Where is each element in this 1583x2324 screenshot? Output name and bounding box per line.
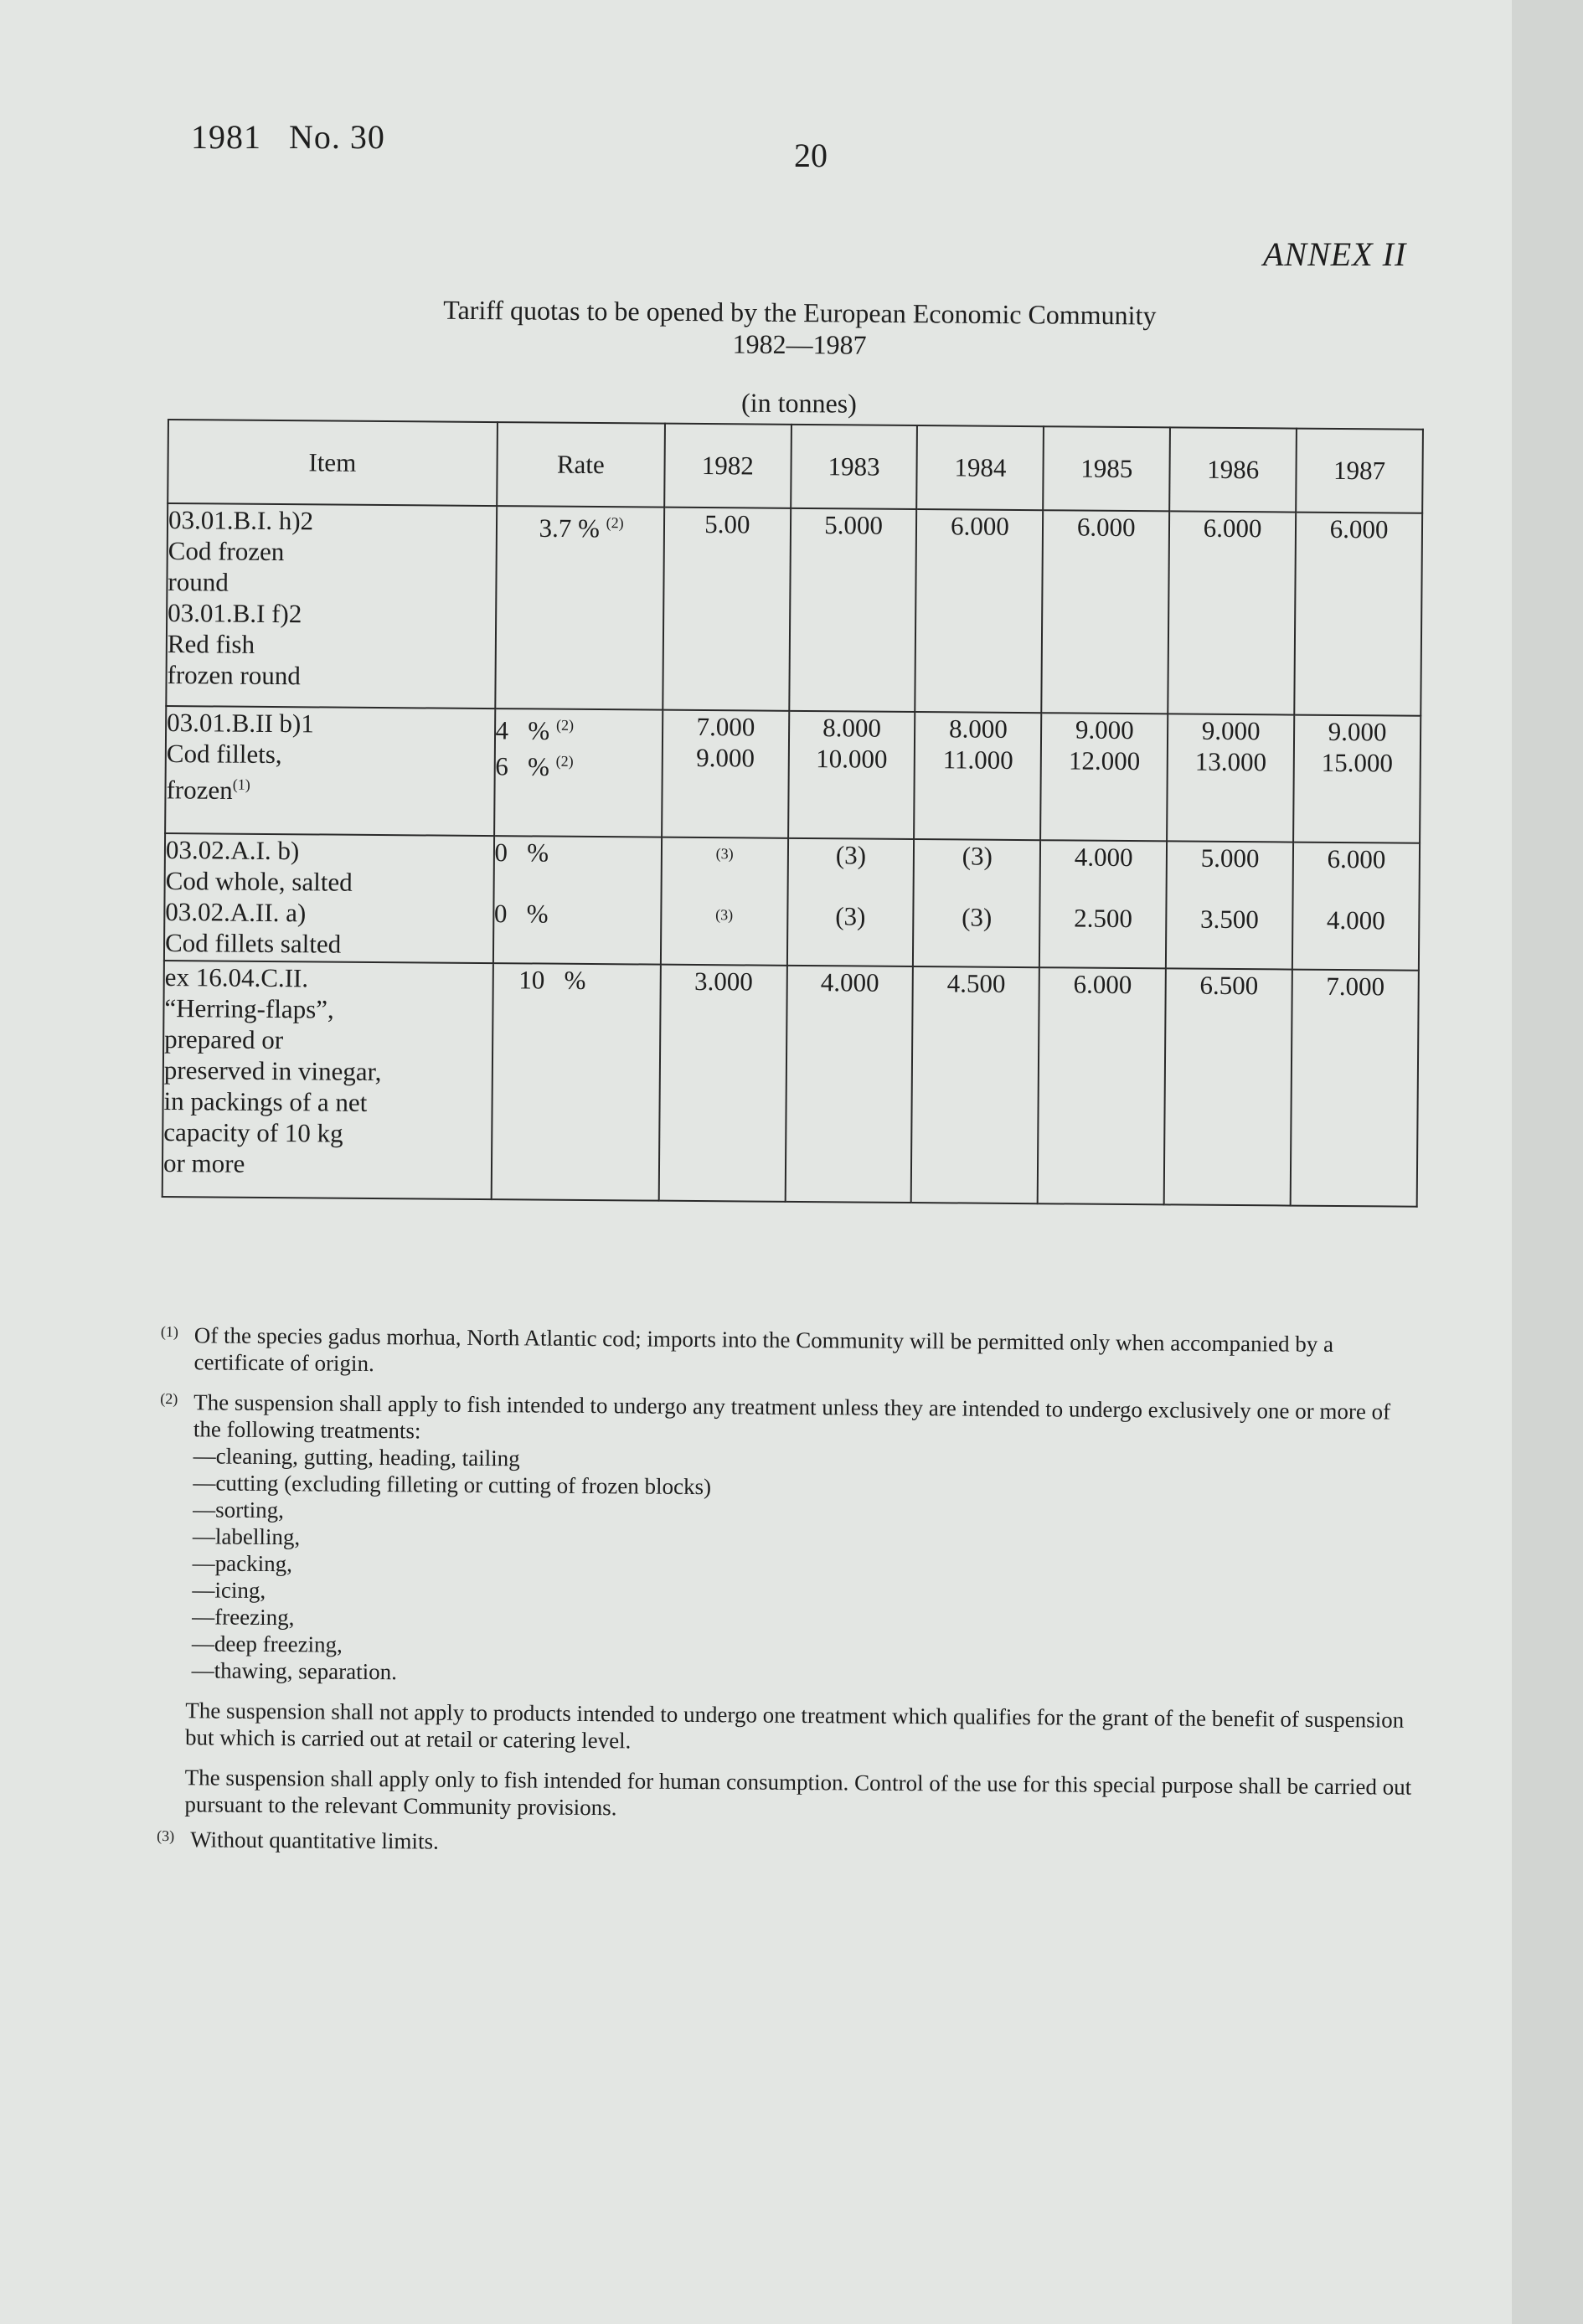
value-1982: 7.000 9.000 <box>662 710 789 838</box>
rate-value: 3.7 % <box>539 513 600 544</box>
page-edge <box>1512 0 1583 2324</box>
treatment-item: —cleaning, gutting, heading, tailing <box>193 1443 520 1471</box>
value-1987: 6.000 <box>1294 513 1422 716</box>
item-line: in packings of a net <box>163 1085 368 1117</box>
document-reference: 1981 No. 30 <box>191 118 385 156</box>
header-1986: 1986 <box>1169 427 1297 512</box>
item-line: “Herring-flaps”, <box>164 992 334 1024</box>
value-1987: 7.000 <box>1291 970 1419 1207</box>
footnote-2 <box>158 1389 1417 1693</box>
item-line: 03.01.B.II b)1 <box>167 708 314 739</box>
value-1983: (3) (3) <box>786 838 914 966</box>
item-line: preserved in vinegar, <box>163 1054 382 1087</box>
rate-value: 6 % <box>495 751 549 782</box>
footnote-number: (1) <box>160 1322 178 1341</box>
footnote-text: Without quantitative limits. <box>190 1827 439 1854</box>
treatment-item: —sorting, <box>193 1497 285 1523</box>
value-1982: 3.000 <box>659 965 787 1202</box>
footnote-ref: (2) <box>555 752 574 770</box>
value-1984: 4.500 <box>911 966 1039 1203</box>
table-title-block <box>359 293 1240 422</box>
value-1987: 9.000 15.000 <box>1293 715 1421 843</box>
header-rate: Rate <box>497 422 665 508</box>
value-1985: 9.000 12.000 <box>1040 713 1168 841</box>
item-line: Cod fillets salted <box>164 927 342 959</box>
item-line: Cod frozen <box>168 536 285 567</box>
rate-cell <box>495 506 664 710</box>
item-line: frozen <box>166 775 233 805</box>
header-1982: 1982 <box>664 424 791 508</box>
item-line: prepared or <box>164 1023 284 1055</box>
annex-heading: ANNEX II <box>1263 235 1407 273</box>
value-1986: 6.000 <box>1168 511 1296 714</box>
treatment-item: —freezing, <box>192 1604 295 1631</box>
rate-value: 0 % <box>493 899 549 929</box>
item-line: 03.02.A.I. b) <box>165 835 300 866</box>
item-line: Cod whole, salted <box>165 865 353 897</box>
item-line: ex 16.04.C.II. <box>164 961 309 993</box>
item-cell <box>164 833 494 963</box>
item-line: Red fish <box>167 629 255 659</box>
treatment-item: —icing, <box>192 1577 266 1603</box>
footnote-number: (2) <box>160 1389 178 1408</box>
header-1985: 1985 <box>1043 426 1170 511</box>
value-1984: 6.000 <box>915 509 1044 713</box>
table-unit: (in tonnes) <box>740 387 858 419</box>
value-1982: (3) (3) <box>661 837 788 966</box>
footnote-text: Of the species gadus morhua, North Atlantic cod; imports into the Community will be permitted only when accompanied by a certificate of origin. <box>193 1322 1334 1377</box>
rate-cell <box>494 709 663 837</box>
footnote-3 <box>157 1826 1413 1863</box>
rate-value: 0 % <box>494 837 549 868</box>
header-1984: 1984 <box>917 425 1044 510</box>
value-1984: 8.000 11.000 <box>915 712 1042 840</box>
treatment-item: —cutting (excluding filleting or cutting of frozen blocks) <box>193 1470 712 1500</box>
item-line: 03.01.B.I. h)2 <box>168 505 314 536</box>
rate-value: 10 % <box>518 965 586 995</box>
footnote-number: (3) <box>157 1827 175 1845</box>
table-row <box>165 706 1421 843</box>
item-cell <box>166 503 496 709</box>
quota-table <box>162 419 1424 1208</box>
table-row <box>164 833 1420 971</box>
item-line: round <box>168 567 229 597</box>
header-1987: 1987 <box>1296 429 1423 513</box>
footnotes <box>157 1322 1417 1869</box>
quota-table-wrapper <box>162 419 1424 1208</box>
item-line: 03.01.B.I f)2 <box>168 598 302 629</box>
value-1983: 4.000 <box>785 966 913 1203</box>
footnote-ref: (1) <box>232 776 250 793</box>
item-line: or more <box>162 1147 245 1178</box>
value-1986: 6.500 <box>1164 968 1292 1205</box>
footnote-ref: (2) <box>555 716 575 734</box>
value-1983: 5.000 <box>789 508 917 712</box>
footnote-2-paragraph: The suspension shall not apply to products intended to undergo one treatment which qualifies for the grant of the benefit of suspension but which is carried out at retail or catering level. <box>184 1698 1405 1754</box>
footnote-text: The suspension shall apply to fish intended to undergo any treatment unless they are intended to undergo exclusively one or more of the following treatments: <box>193 1389 1391 1444</box>
footnote-1 <box>160 1322 1416 1385</box>
item-line: frozen round <box>167 660 301 691</box>
table-title: Tariff quotas to be opened by the European Economic Community <box>443 294 1157 331</box>
rate-cell <box>491 963 661 1201</box>
value-1985: 4.000 2.500 <box>1039 840 1167 968</box>
header-1983: 1983 <box>791 425 918 509</box>
table-row <box>166 503 1422 716</box>
item-line: capacity of 10 kg <box>163 1116 343 1148</box>
value-1983: 8.000 10.000 <box>788 711 915 839</box>
value-1982: 5.00 <box>663 508 791 711</box>
rate-cell <box>492 836 662 965</box>
value-1987: 6.000 4.000 <box>1292 843 1420 971</box>
treatment-item: —deep freezing, <box>191 1631 343 1657</box>
footnote-2-paragraph: The suspension shall apply only to fish intended for human consumption. Control of the use for this special purpose shall be carried out pursuant to the relevant Community provisions. <box>184 1765 1412 1821</box>
header-item: Item <box>168 420 497 506</box>
value-1986: 5.000 3.500 <box>1166 841 1293 969</box>
treatment-item: —thawing, separation. <box>191 1657 398 1685</box>
item-line: Cod fillets, <box>166 739 282 770</box>
treatment-item: —packing, <box>192 1550 293 1577</box>
table-row <box>162 961 1419 1207</box>
page-number: 20 <box>794 137 828 174</box>
table-header-row <box>168 420 1423 513</box>
rate-value: 4 % <box>495 715 550 745</box>
value-1985: 6.000 <box>1038 967 1166 1204</box>
value-1986: 9.000 13.000 <box>1167 714 1294 842</box>
treatment-item: —labelling, <box>192 1523 301 1550</box>
value-1984: (3) (3) <box>913 839 1040 967</box>
item-line: 03.02.A.II. a) <box>165 896 307 928</box>
table-period: 1982—1987 <box>732 328 867 360</box>
footnote-ref: (2) <box>606 514 624 532</box>
value-1985: 6.000 <box>1042 510 1170 714</box>
item-cell <box>165 706 495 836</box>
item-cell <box>162 961 493 1199</box>
